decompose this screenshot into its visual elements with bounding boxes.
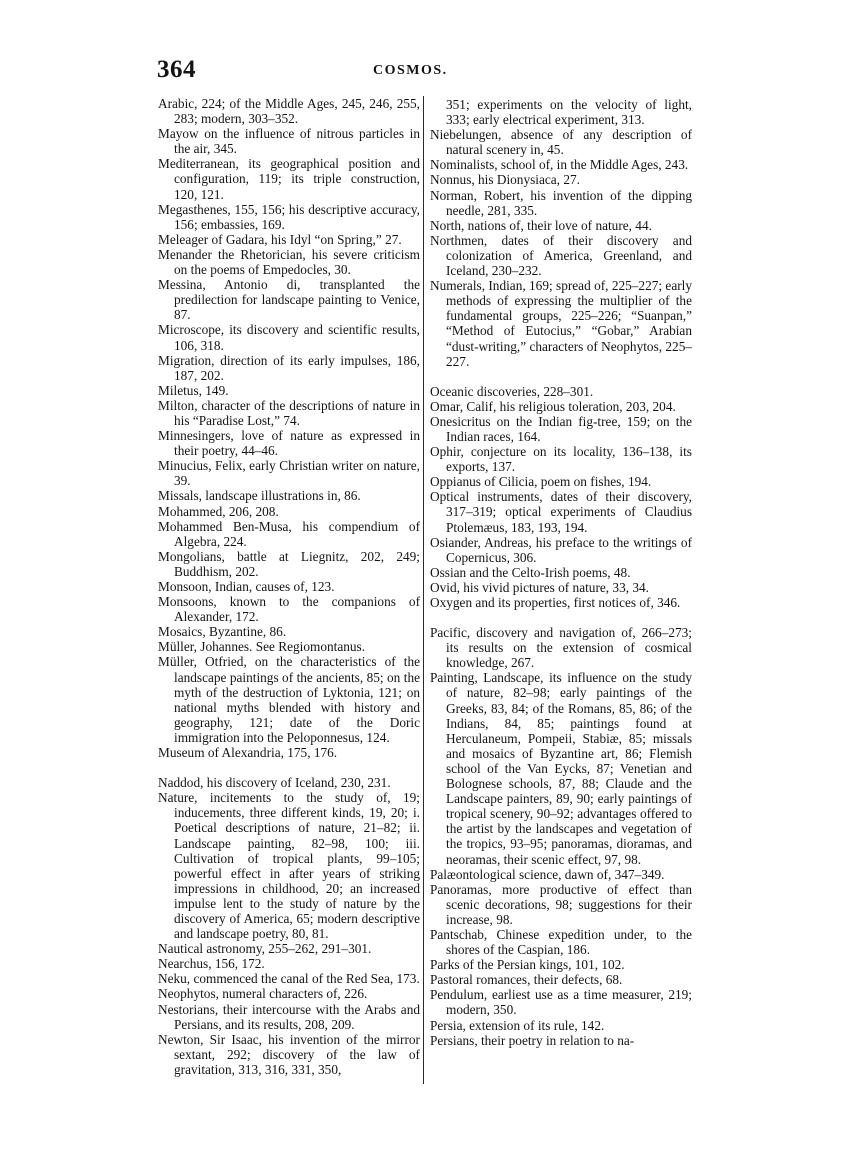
index-entry: Norman, Robert, his invention of the dipping needle, 281, 335. (430, 187, 692, 218)
index-entry: Oppianus of Cilicia, poem on fishes, 194. (430, 474, 652, 490)
index-entry: Pastoral romances, their defects, 68. (430, 972, 623, 988)
index-entry: Missals, landscape illustrations in, 86. (158, 488, 361, 504)
index-entry: Müller, Johannes. See Regiomontanus. (158, 639, 366, 655)
index-entry: Miletus, 149. (158, 382, 229, 398)
index-entry: Naddod, his discovery of Iceland, 230, 231. (158, 775, 391, 791)
index-entry: Northmen, dates of their discovery and colonization of America, Greenland, and Iceland, 230–232. (430, 232, 692, 279)
index-entry: Painting, Landscape, its influence on the study of nature, 82–98; early paintings of the Greeks, 83, 84; of the Romans, 85, 86; of the Indians, 84, 85; paintings found at Herculaneum, Pompeii, Stabiæ, 85; missals and mosaics of Byzantine art, 86; Flemish school of the Van Eycks, 87; Venetian and Bolognese schools, 87, 88; Claude and the Landscape painters, 89, 90; early paintings of tropical scenery, 90–92; advantages offered to the artist by the landscapes and vegetation of the tropics, 93–95; panoramas, dioramas, and neoramas, their scenic effect, 97, 98. (430, 670, 692, 867)
index-entry: Niebelungen, absence of any description of natural scenery in, 45. (430, 127, 692, 158)
index-entry: Neku, commenced the canal of the Red Sea, 173. (158, 971, 420, 987)
index-entry: Persians, their poetry in relation to na- (430, 1032, 635, 1048)
page-number: 364 (157, 56, 196, 83)
index-entry: Monsoons, known to the companions of Alexander, 172. (158, 594, 420, 625)
index-entry: Arabic, 224; of the Middle Ages, 245, 246, 255, 283; modern, 303–352. (158, 96, 420, 127)
index-entry: Osiander, Andreas, his preface to the writings of Copernicus, 306. (430, 534, 692, 565)
index-entry: Nature, incitements to the study of, 19; inducements, three different kinds, 19, 20; i. Poetical descriptions of nature, 21–82; ii. Landscape painting, 82–98, 100; iii. Cultivation of tropical plants, 99–105; powerful effect in after years of striking impressions in childhood, 20; an increased impulse lent to the study of nature by the discovery of America, 65; modern descriptive and landscape poetry, 80, 81. (158, 790, 420, 942)
index-entry: Nearchus, 156, 172. (158, 956, 265, 972)
index-entry: Palæontological science, dawn of, 347–349. (430, 866, 665, 882)
index-entry: Mayow on the influence of nitrous particles in the air, 345. (158, 126, 420, 157)
index-entry: Mosaics, Byzantine, 86. (158, 624, 287, 640)
index-entry: Parks of the Persian kings, 101, 102. (430, 957, 625, 973)
index-entry: Ossian and the Celto-Irish poems, 48. (430, 564, 631, 580)
index-entry: Pantschab, Chinese expedition under, to the shores of the Caspian, 186. (430, 926, 692, 958)
index-entry: Panoramas, more productive of effect than scenic decorations, 98; suggestions for their increase, 98. (430, 881, 692, 927)
index-entry: Nonnus, his Dionysiaca, 27. (430, 172, 580, 188)
index-entry-continued: 351; experiments on the velocity of light, 333; early electrical experiment, 313. (446, 97, 692, 128)
index-entry: Omar, Calif, his religious toleration, 203, 204. (430, 398, 676, 414)
index-entry: Museum of Alexandria, 175, 176. (158, 745, 338, 761)
index-entry: Pacific, discovery and navigation of, 266–273; its results on the extension of cosmical knowledge, 267. (430, 625, 692, 671)
index-entry: Numerals, Indian, 169; spread of, 225–227; early methods of expressing the multiplier of the fundamental groups, 225–226; “Suanpan,” “Method of Eutocius,” “Gobar,” Arabian “dust-writing,” characters of Neophytos, 225–227. (430, 278, 692, 369)
index-entry: Menander the Rhetorician, his severe criticism on the poems of Empedocles, 30. (158, 246, 420, 278)
column-divider (423, 96, 424, 1084)
index-entry: Minnesingers, love of nature as expressed in their poetry, 44–46. (158, 428, 420, 459)
index-entry: Migration, direction of its early impulses, 186, 187, 202. (158, 352, 420, 383)
index-entry: Meleager of Gadara, his Idyl “on Spring,” 27. (158, 231, 402, 247)
index-entry: Ovid, his vivid pictures of nature, 33, 34. (430, 579, 649, 595)
index-entry: North, nations of, their love of nature, 44. (430, 217, 652, 233)
index-entry: Pendulum, earliest use as a time measurer, 219; modern, 350. (430, 987, 692, 1018)
index-entry: Oxygen and its properties, first notices of, 346. (430, 595, 681, 610)
index-column-left (158, 96, 420, 1077)
letter-section-gap (430, 369, 692, 384)
index-entry: Nominalists, school of, in the Middle Ages, 243. (430, 157, 689, 173)
running-title: COSMOS. (373, 63, 448, 78)
index-entry: Milton, character of the descriptions of nature in his “Paradise Lost,” 74. (158, 397, 420, 428)
index-entry: Mediterranean, its geographical position and configuration, 119; its triple construction, 120, 121. (158, 156, 420, 202)
index-entry: Oceanic discoveries, 228–301. (430, 383, 594, 399)
index-entry: Megasthenes, 155, 156; his descriptive accuracy, 156; embassies, 169. (158, 201, 420, 232)
index-entry: Microscope, its discovery and scientific results, 106, 318. (158, 322, 420, 353)
index-entry: Mohammed Ben-Musa, his compendium of Algebra, 224. (158, 518, 420, 549)
index-entry: Optical instruments, dates of their discovery, 317–319; optical experiments of Claudius Ptolemæus, 183, 193, 194. (430, 489, 692, 535)
index-entry: Persia, extension of its rule, 142. (430, 1017, 605, 1033)
index-entry: Messina, Antonio di, transplanted the predilection for landscape painting to Venice, 87. (158, 277, 420, 323)
index-column-right (430, 97, 692, 1048)
index-entry: Mohammed, 206, 208. (158, 503, 279, 519)
index-entry: Monsoon, Indian, causes of, 123. (158, 579, 335, 594)
index-entry: Nestorians, their intercourse with the Arabs and Persians, and its results, 208, 209. (158, 1001, 420, 1032)
letter-section-gap (158, 760, 420, 775)
index-entry: Ophir, conjecture on its locality, 136–138, its exports, 137. (430, 444, 692, 475)
index-entry: Onesicritus on the Indian fig-tree, 159; on the Indian races, 164. (430, 413, 692, 444)
letter-section-gap (430, 610, 692, 625)
index-entry: Mongolians, battle at Liegnitz, 202, 249; Buddhism, 202. (158, 548, 420, 579)
index-entry: Neophytos, numeral characters of, 226. (158, 986, 368, 1002)
index-entry: Newton, Sir Isaac, his invention of the mirror sextant, 292; discovery of the law of gravitation, 313, 316, 331, 350, (158, 1031, 420, 1077)
index-entry: Minucius, Felix, early Christian writer on nature, 39. (158, 458, 420, 489)
index-entry: Nautical astronomy, 255–262, 291–301. (158, 941, 372, 957)
index-entry: Müller, Otfried, on the characteristics of the landscape paintings of the ancients, 85; on the myth of the destruction of Lyktonia, 121; on national myths blended with history and geography, 121; date of the Doric immigration into the Peloponnesus, 124. (158, 654, 420, 745)
